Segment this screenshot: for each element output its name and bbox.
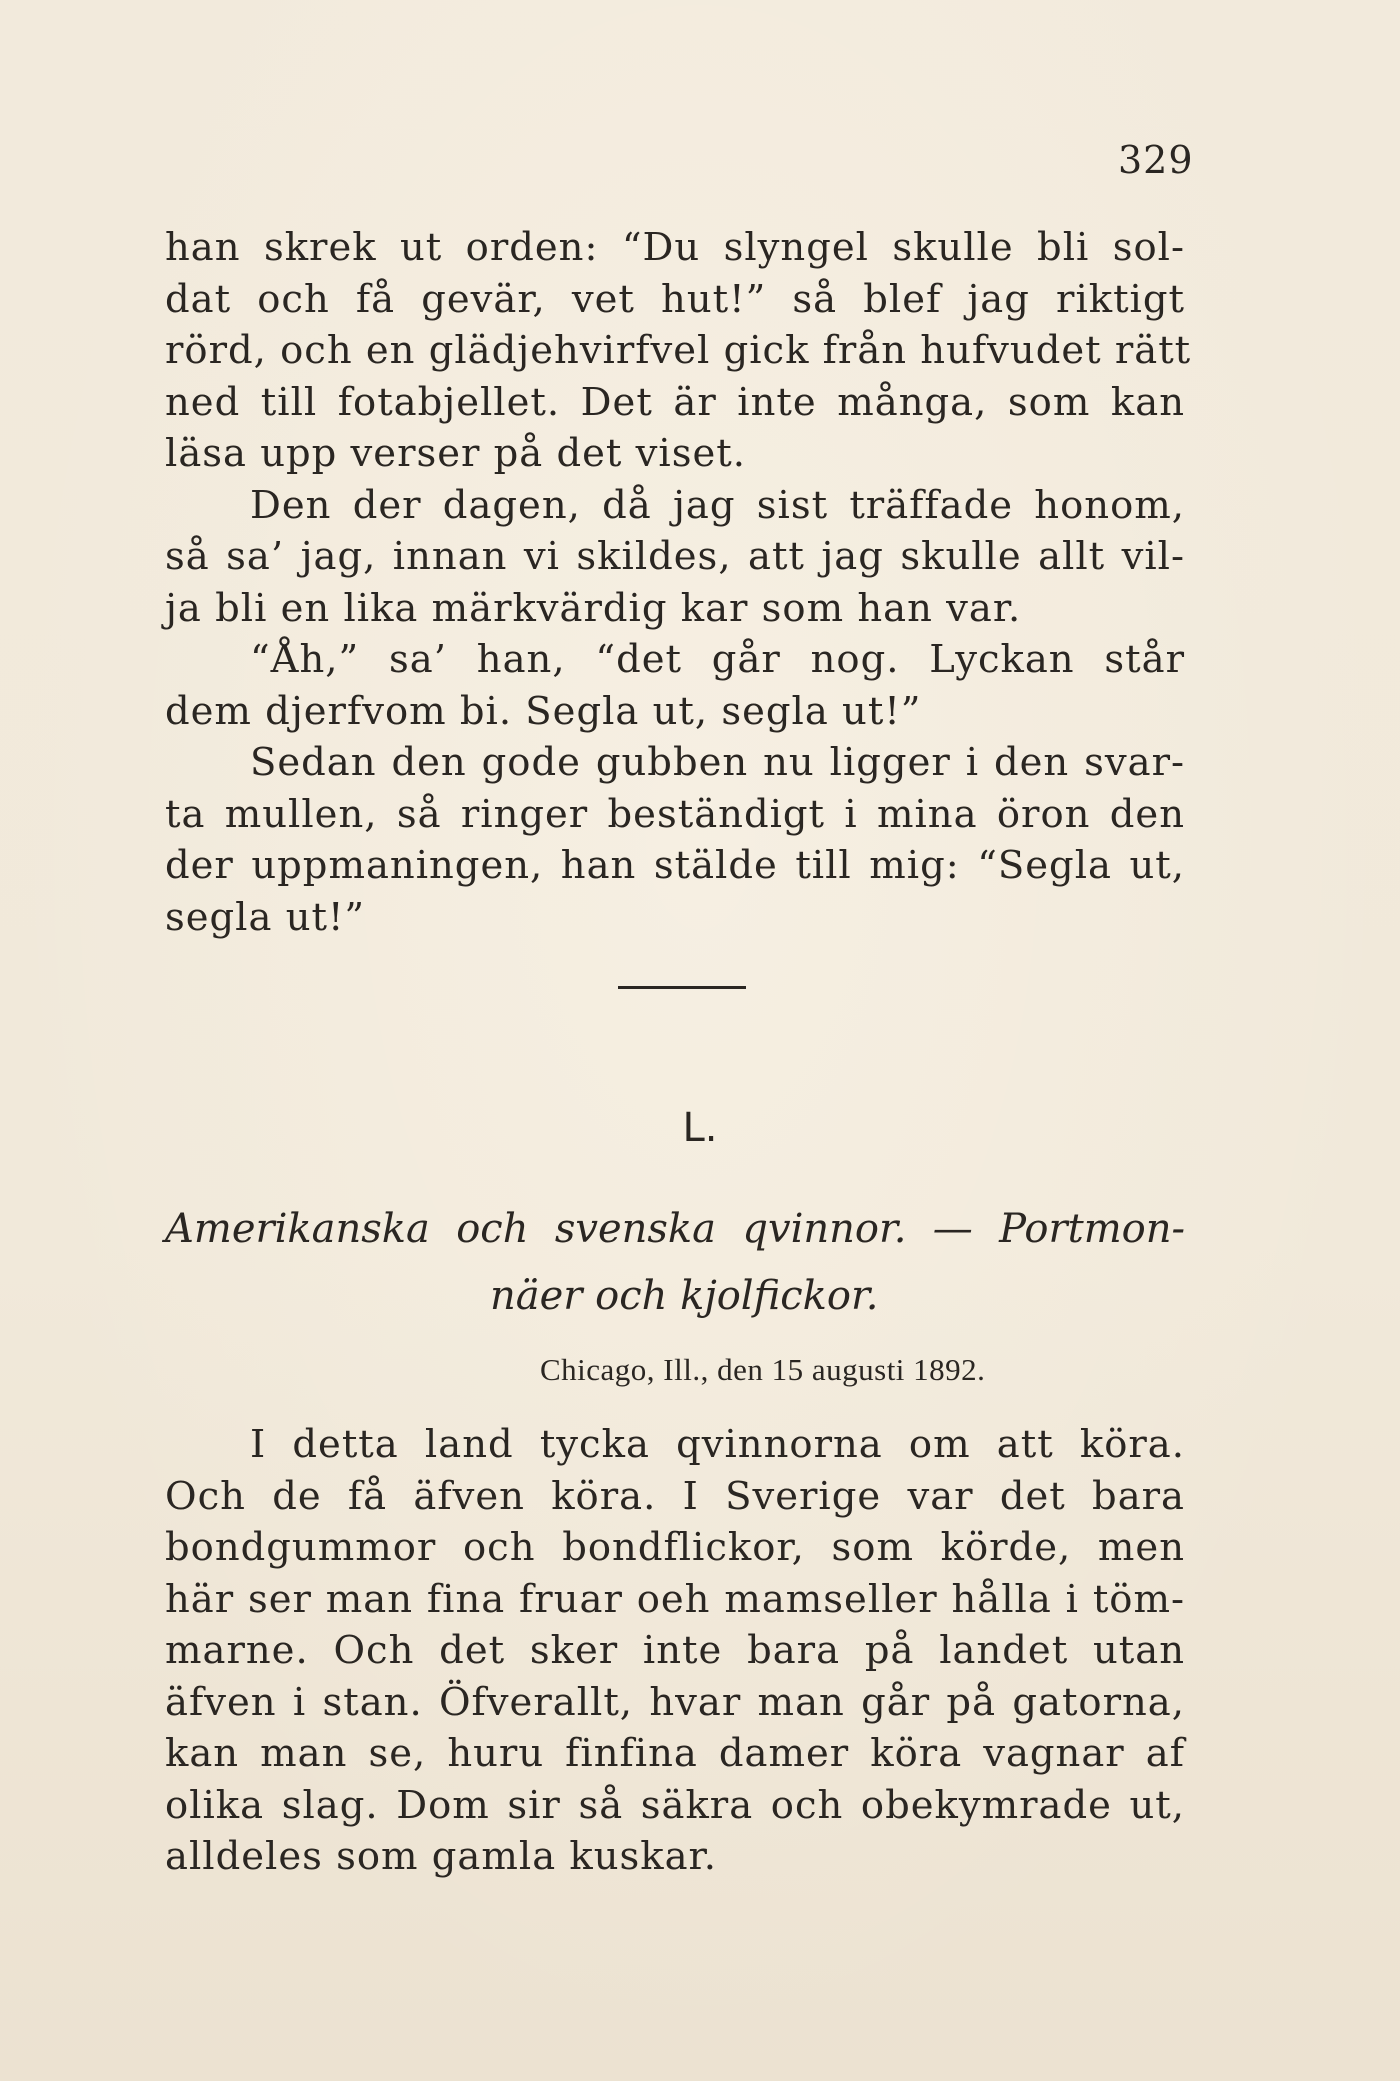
text-line: Den der dagen, då jag sist träffade honom, [250, 482, 1185, 528]
text-line: så sa’ jag, innan vi skildes, att jag skulle allt vil- [165, 534, 1185, 579]
text-line: “Åh,” sa’ han, “det går nog. Lyckan står [250, 637, 1185, 682]
text-line: han skrek ut orden: “Du slyngel skulle bli sol- [165, 225, 1185, 270]
paragraph [165, 634, 1185, 737]
text-line: Sedan den gode gubben nu ligger i den svar- [250, 740, 1185, 785]
text-line: här ser man fina fruar oeh mamseller hålla i töm- [165, 1576, 1185, 1622]
paragraph [165, 222, 1192, 480]
paragraph [165, 480, 1185, 635]
text-line: I detta land tycka qvinnorna om att köra. [250, 1422, 1185, 1467]
text-line: ned till fotabjellet. Det är inte många, som kan [165, 379, 1185, 425]
chapter-title [165, 1196, 1185, 1330]
text-line: Och de få äfven köra. I Sverige var det bara [165, 1473, 1185, 1519]
text-line: der uppmaningen, han stälde till mig: “Segla ut, [165, 843, 1185, 888]
text-line: ja bli en lika märkvärdig kar som han var. [165, 585, 1022, 631]
dateline: Chicago, Ill., den 15 augusti 1892. [540, 1352, 986, 1387]
text-line: segla ut!” [165, 894, 366, 940]
chapter-number: L. [682, 1105, 718, 1151]
chapter-title-line: Amerikanska och svenska qvinnor. — Portmon- [165, 1206, 1185, 1252]
paragraph [165, 1419, 1185, 1883]
text-line: dat och få gevär, vet hut!” så blef jag riktigt [165, 276, 1185, 322]
text-block-bottom [165, 1419, 1185, 1883]
section-divider [618, 986, 746, 989]
text-line: dem djerfvom bi. Segla ut, segla ut!” [165, 688, 922, 734]
text-line: rörd, och en glädjehvirfvel gick från hufvudet rätt [165, 328, 1192, 373]
paragraph [165, 737, 1185, 943]
text-line: kan man se, huru finfina damer köra vagnar af [165, 1731, 1185, 1776]
text-line: olika slag. Dom sir så säkra och obekymrade ut, [165, 1782, 1185, 1828]
text-line: läsa upp verser på det viset. [165, 431, 746, 476]
text-line: ta mullen, så ringer beständigt i mina öron den [165, 791, 1185, 837]
text-line: äfven i stan. Öfverallt, hvar man går på gatorna, [165, 1679, 1185, 1725]
chapter-title-line: näer och kjolfickor. [490, 1273, 879, 1319]
text-line: bondgummor och bondflickor, som körde, men [165, 1525, 1185, 1570]
text-block-top [165, 222, 1192, 943]
text-line: alldeles som gamla kuskar. [165, 1834, 717, 1879]
page-number: 329 [1118, 138, 1194, 182]
text-line: marne. Och det sker inte bara på landet utan [165, 1628, 1185, 1673]
